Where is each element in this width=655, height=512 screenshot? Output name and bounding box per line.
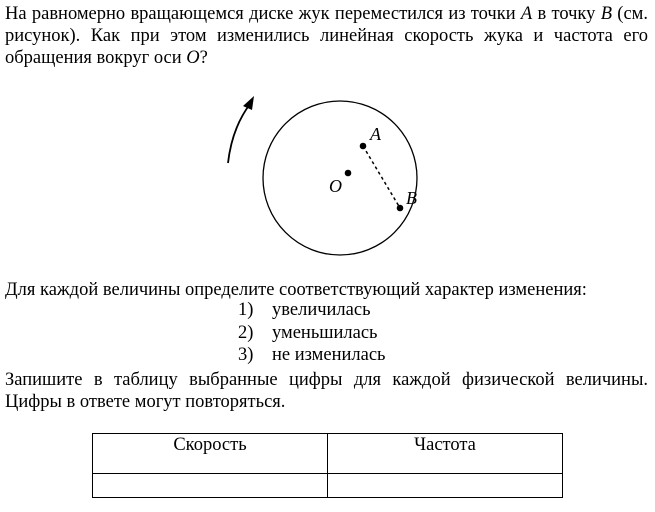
a-to-b-dashed-line	[363, 146, 400, 208]
option-number: 2)	[238, 322, 254, 343]
question-axis-o: O	[186, 48, 200, 68]
point-b-dot	[397, 205, 404, 212]
answer-table-header-row	[93, 434, 563, 474]
question-seg-2: в точку	[532, 4, 601, 24]
answer-cell-speed[interactable]	[93, 474, 328, 498]
header-frequency: Частота	[328, 434, 563, 474]
question-point-a: A	[520, 4, 533, 24]
rotation-arrowhead-icon	[243, 96, 254, 110]
label-b: B	[406, 188, 417, 208]
question-seg-4: (см. рисунок). Как при этом изменились линейная скорость жука и частота его обращения вокруг оси	[5, 4, 648, 68]
option-item	[238, 299, 386, 322]
label-o: O	[329, 176, 342, 196]
option-label: увеличилась	[272, 300, 371, 320]
answer-table-input-row	[93, 474, 563, 498]
label-a: A	[370, 124, 381, 144]
option-label: не изменилась	[272, 345, 386, 365]
answer-cell-frequency[interactable]	[328, 474, 563, 498]
question-point-b: B	[600, 4, 612, 24]
option-item	[238, 322, 386, 345]
option-label: уменьшилась	[272, 322, 378, 343]
question-seg-6: ?	[199, 48, 208, 68]
point-o-dot	[345, 170, 352, 177]
point-a-dot	[360, 143, 367, 150]
option-number: 1)	[238, 300, 254, 320]
question-seg-0: На равномерно вращающемся диске жук переместился из точки	[5, 4, 521, 24]
final-instruction-text: Запишите в таблицу выбранные цифры для каждой физической величины. Цифры в ответе могут повторяться.	[5, 370, 648, 412]
options-list	[238, 299, 386, 367]
option-number: 3)	[238, 345, 254, 365]
option-item	[238, 344, 386, 367]
header-speed: Скорость	[93, 434, 328, 474]
rotation-arrow-icon	[228, 104, 250, 163]
answer-table	[92, 433, 563, 498]
instruction-text: Для каждой величины определите соответствующий характер изменения:	[5, 280, 587, 300]
